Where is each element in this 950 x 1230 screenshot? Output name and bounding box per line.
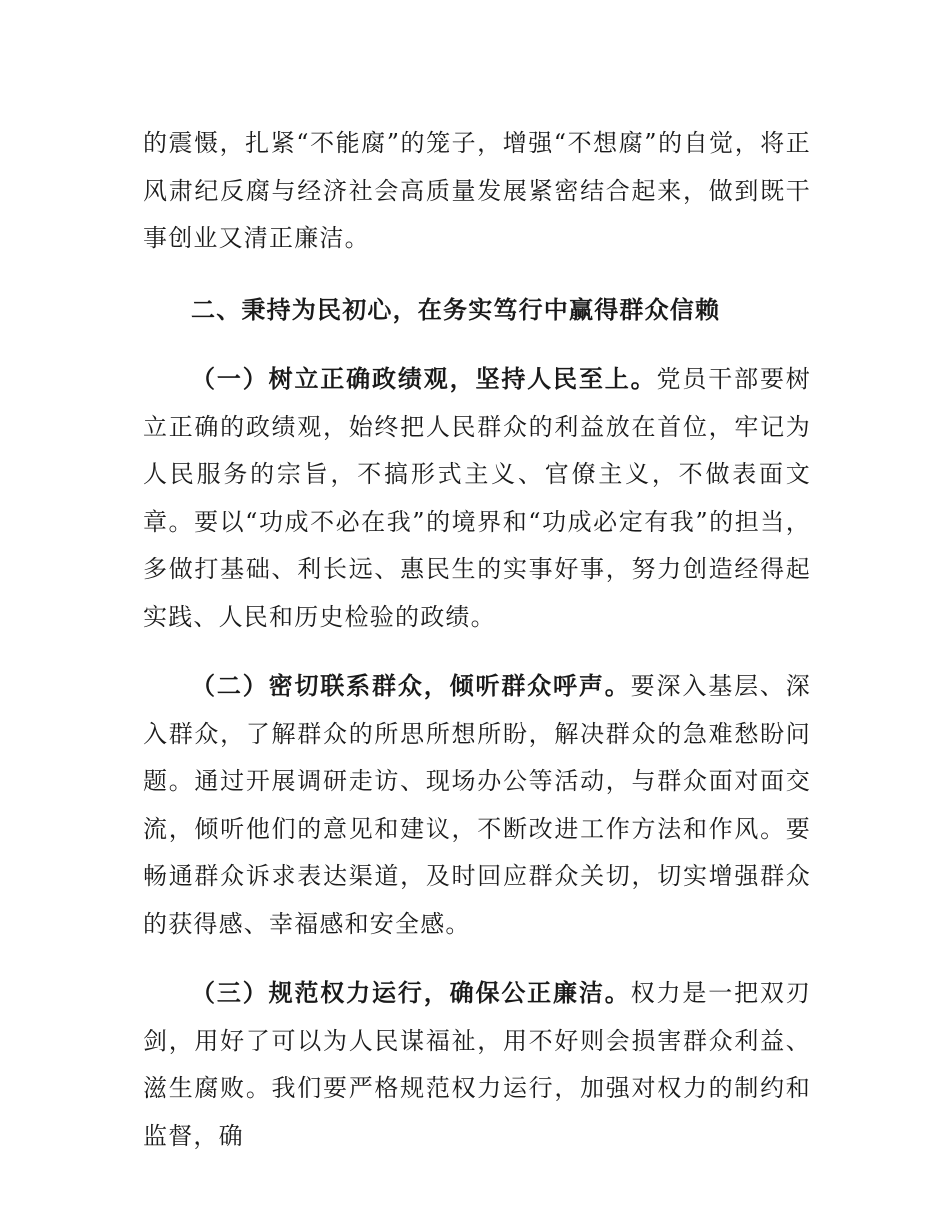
paragraph-item-2: [143, 663, 811, 948]
paragraph-lead: （一）树立正确政绩观，坚持人民至上。: [191, 365, 657, 393]
section-heading: 二、秉持为民初心，在务实笃行中赢得群众信赖: [191, 295, 721, 324]
document-page: [143, 120, 811, 1160]
paragraph-body: 要深入基层、深入群众，了解群众的所思所想所盼，解决群众的急难愁盼问题。通过开展调研走访、现场办公等活动，与群众面对面交流，倾听他们的意见和建议，不断改进工作方法和作风。要畅通群众诉求表达渠道，及时回应群众关切，切实增强群众的获得感、幸福感和安全感。: [143, 672, 811, 938]
paragraph-body: 党员干部要树立正确的政绩观，始终把人民群众的利益放在首位，牢记为人民服务的宗旨，不搞形式主义、官僚主义，不做表面文章。要以“功成不必在我”的境界和“功成必定有我”的担当，多做打基础、利长远、惠民生的实事好事，努力创造经得起实践、人民和历史检验的政绩。: [143, 365, 812, 631]
paragraph-body: 权力是一把双刃剑，用好了可以为人民谋福祉，用不好则会损害群众利益、滋生腐败。我们要严格规范权力运行，加强对权力的制约和监督，确: [143, 979, 811, 1150]
continuation-paragraph: 的震慑，扎紧“不能腐”的笼子，增强“不想腐”的自觉，将正风肃纪反腐与经济社会高质量发展紧密结合起来，做到既干事创业又清正廉洁。: [143, 129, 811, 252]
paragraph-item-1: [143, 356, 811, 641]
paragraph-lead: （二）密切联系群众，倾听群众呼声。: [191, 672, 631, 700]
paragraph-lead: （三）规范权力运行，确保公正廉洁。: [191, 979, 631, 1007]
paragraph-item-3: [143, 970, 811, 1160]
